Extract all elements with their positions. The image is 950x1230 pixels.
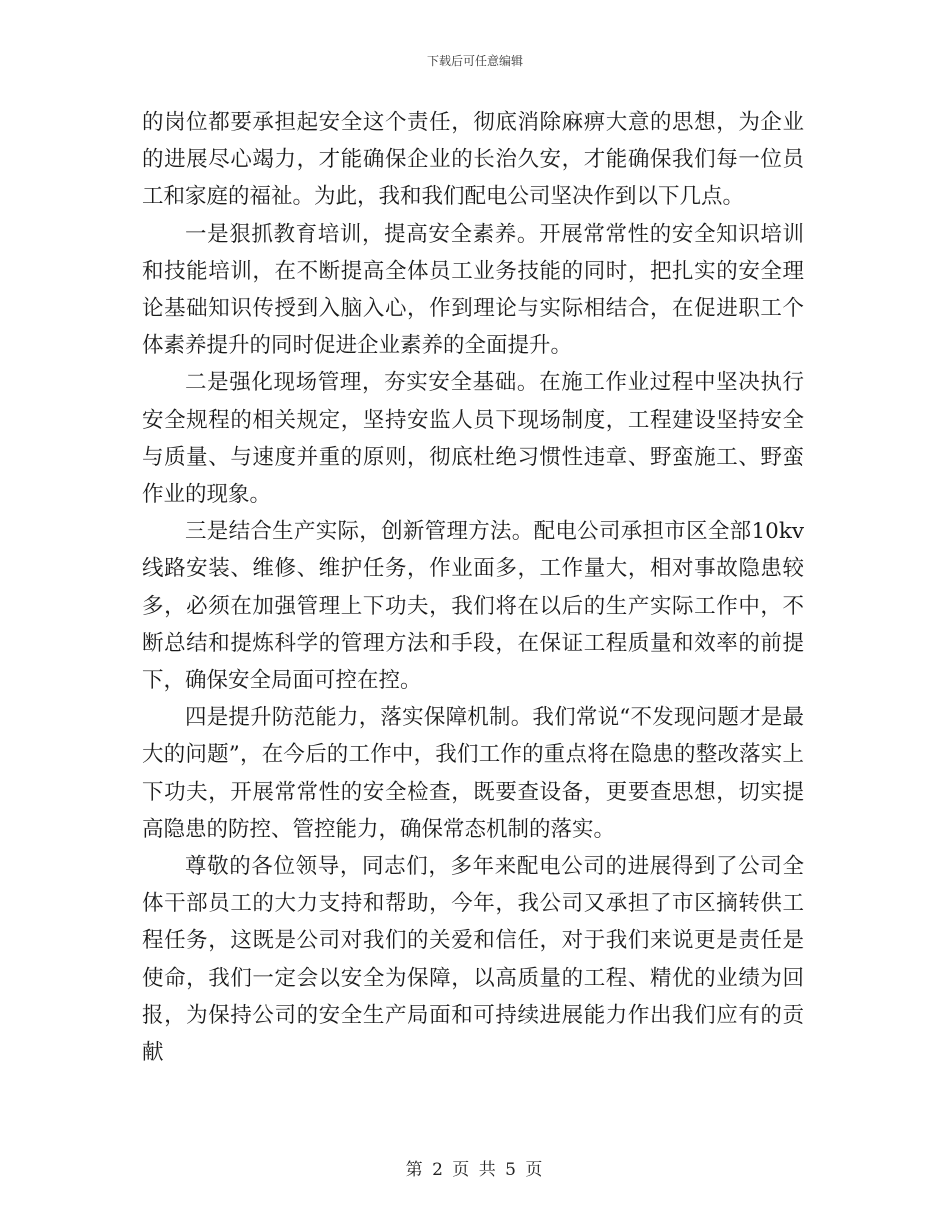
paragraph-site-management: 二是强化现场管理，夯实安全基础。在施工作业过程中坚决执行安全规程的相关规定，坚持安监人员下现场制度，工程建设坚持安全与质量、与速度并重的原则，彻底杜绝习惯性违章、野蛮施工、野蛮作业的现象。: [142, 370, 804, 508]
page-number: 第 2 页 共 5 页: [405, 1160, 545, 1180]
paragraph-education-training: 一是狠抓教育培训，提高安全素养。开展常常性的安全知识培训和技能培训，在不断提高全体员工业务技能的同时，把扎实的安全理论基础知识传授到入脑入心，作到理论与实际相结合，在促进职工个体素养提升的同时促进企业素养的全面提升。: [142, 221, 804, 359]
document-body: [142, 104, 804, 1071]
paragraph-closing: 尊敬的各位领导，同志们，多年来配电公司的进展得到了公司全体干部员工的大力支持和帮助，今年，我公司又承担了市区摘转供工程任务，这既是公司对我们的关爱和信任，对于我们来说更是责任是使命，我们一定会以安全为保障，以高质量的工程、精优的业绩为回报，为保持公司的安全生产局面和可持续进展能力作出我们应有的贡献: [142, 854, 804, 1066]
paragraph-management-methods: 三是结合生产实际，创新管理方法。配电公司承担市区全部10kv线路安装、维修、维护任务，作业面多，工作量大，相对事故隐患较多，必须在加强管理上下功夫，我们将在以后的生产实际工作中，不断总结和提炼科学的管理方法和手段，在保证工程质量和效率的前提下，确保安全局面可控在控。: [142, 519, 804, 694]
paragraph-prevention-capability: 四是提升防范能力，落实保障机制。我们常说“不发现问题才是最大的问题”，在今后的工作中，我们工作的重点将在隐患的整改落实上下功夫，开展常常性的安全检查，既要查设备，更要查思想，切实提高隐患的防控、管控能力，确保常态机制的落实。: [142, 705, 804, 842]
paragraph-continuation: 的岗位都要承担起安全这个责任，彻底消除麻痹大意的思想，为企业的进展尽心竭力，才能确保企业的长治久安，才能确保我们每一位员工和家庭的福祉。为此，我和我们配电公司坚决作到以下几点。: [142, 110, 804, 210]
page-header: 下载后可任意编辑: [426, 54, 523, 68]
